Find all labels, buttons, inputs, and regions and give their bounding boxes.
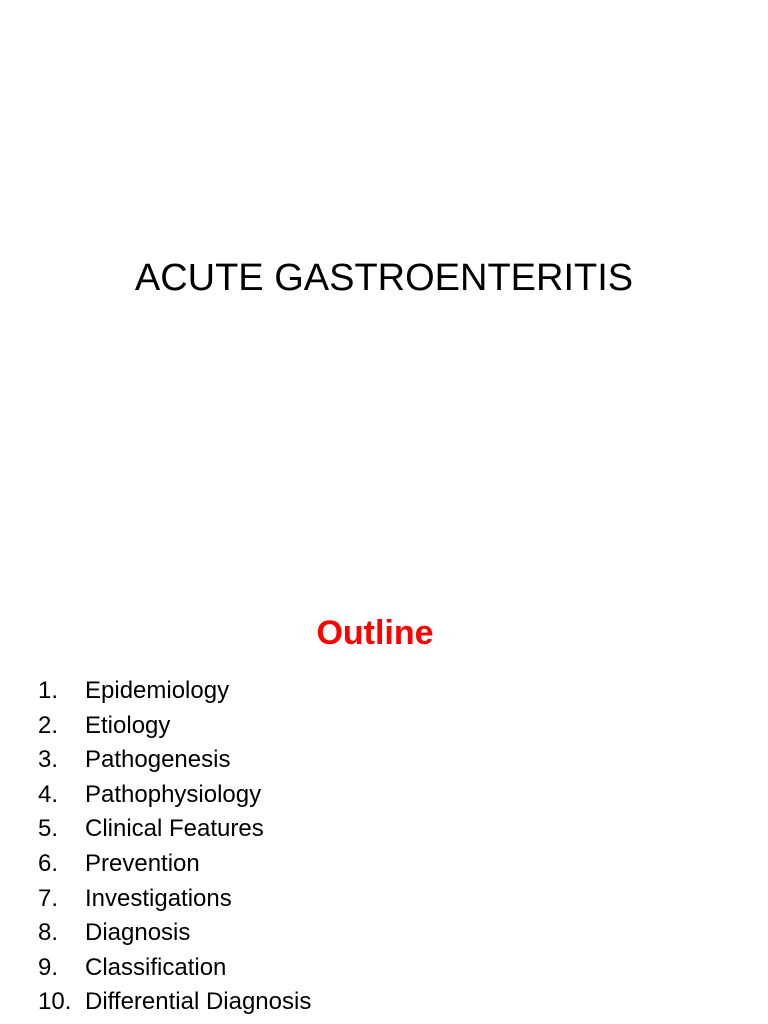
- list-item: [38, 778, 738, 813]
- list-item-number: 5.: [38, 815, 59, 843]
- list-item-text: Etiology: [85, 711, 171, 739]
- list-item: [38, 916, 738, 951]
- list-item-number: 3.: [38, 746, 59, 774]
- list-item-text: Epidemiology: [85, 677, 230, 704]
- list-item-text: Clinical Features: [85, 815, 264, 843]
- list-item-text: Pathophysiology: [85, 780, 262, 808]
- list-item: [38, 882, 738, 917]
- list-item-number: 2.: [38, 711, 59, 739]
- list-item-number: 1.: [38, 677, 59, 704]
- list-item-text: Classification: [85, 953, 227, 981]
- list-item: [38, 951, 738, 986]
- list-item: [38, 812, 738, 847]
- list-item-number: 4.: [38, 780, 59, 808]
- slide-title: ACUTE GASTROENTERITIS: [134, 257, 634, 299]
- list-item-text: Pathogenesis: [85, 746, 231, 774]
- list-item-text: Investigations: [85, 884, 232, 912]
- list-item: [38, 743, 738, 778]
- list-item-number: 7.: [38, 884, 59, 912]
- list-item-number: 8.: [38, 919, 59, 947]
- list-item: [38, 985, 738, 1020]
- outline-heading: Outline: [316, 614, 434, 652]
- list-item-number: 9.: [38, 953, 59, 981]
- list-item-text: Diagnosis: [85, 919, 191, 947]
- list-item-number: 6.: [38, 849, 59, 877]
- list-item: [38, 709, 738, 744]
- list-item: [38, 847, 738, 882]
- outline-list: [38, 674, 738, 1020]
- list-item: [38, 674, 738, 709]
- list-item-text: Differential Diagnosis: [85, 988, 312, 1016]
- list-item-number: 10.: [38, 988, 72, 1016]
- list-item-text: Prevention: [85, 849, 200, 877]
